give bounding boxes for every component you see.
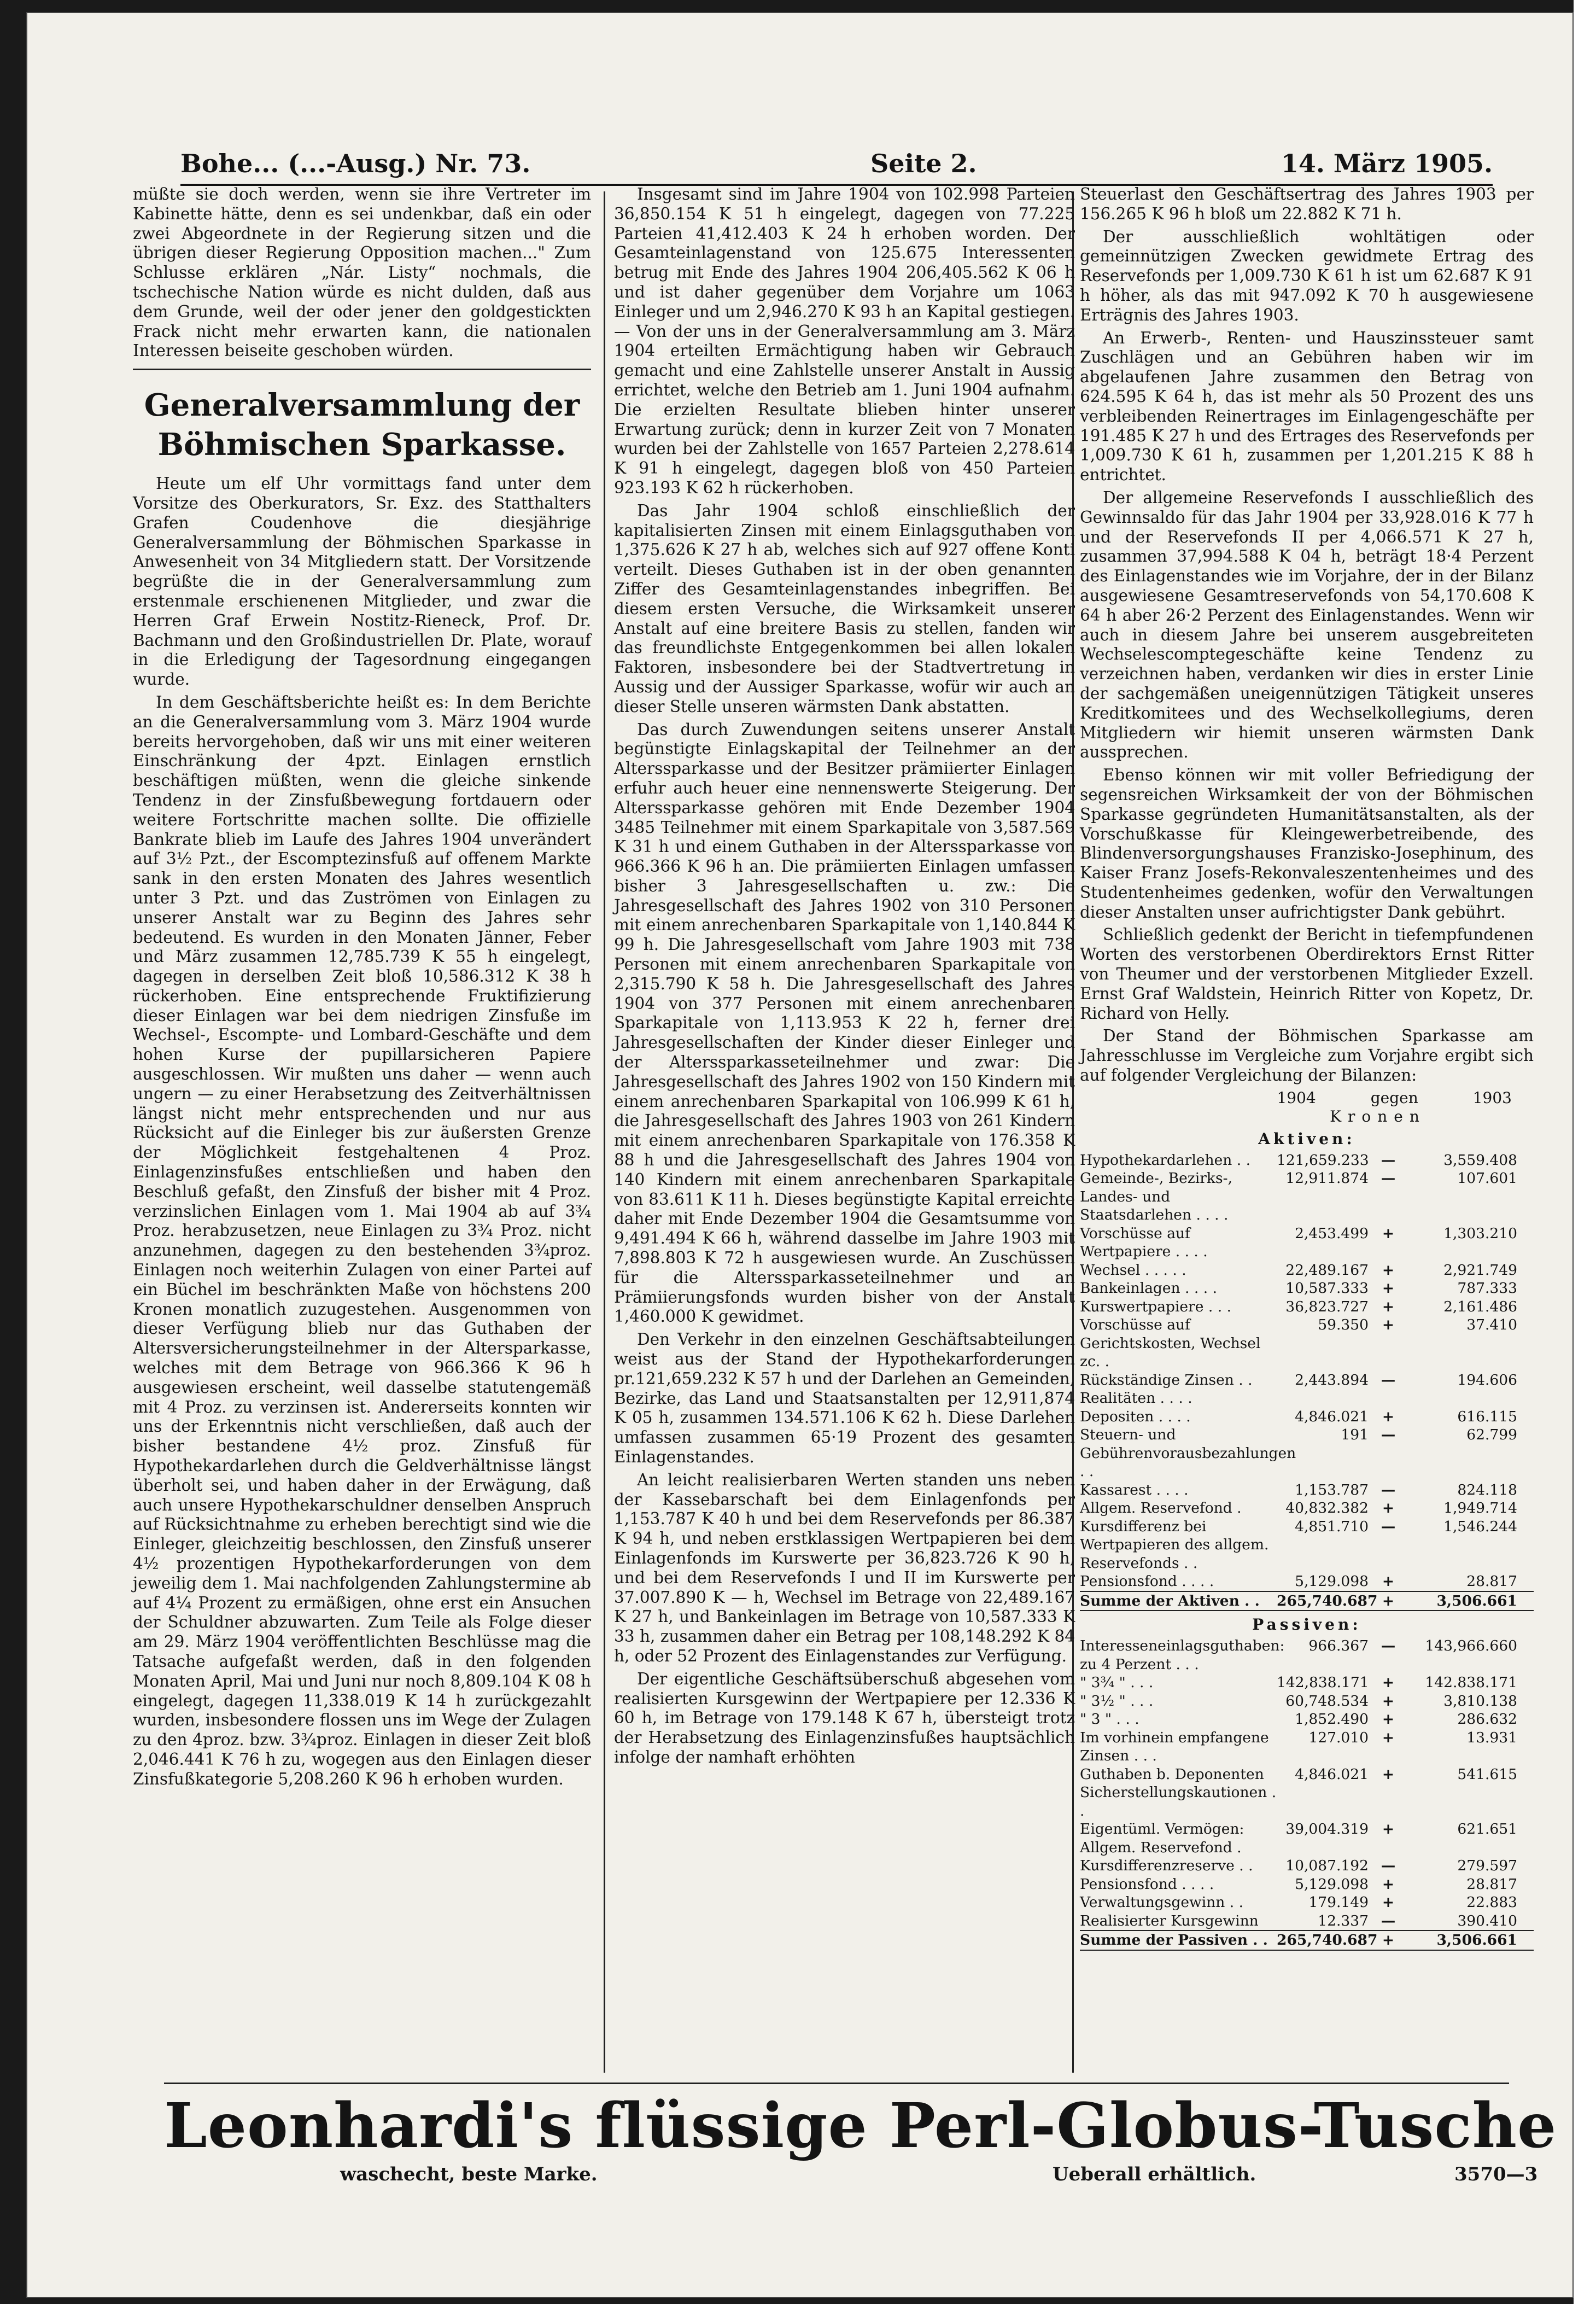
- table-cell-1903: [1408, 1389, 1517, 1408]
- aktiven-rows: [1080, 1151, 1534, 1591]
- table-cell-1904: 265,740.687: [1277, 1932, 1378, 1949]
- table-cell-1904: 60,748.534: [1285, 1692, 1369, 1710]
- advertisement-availability: Ueberall erhältlich.: [1053, 2163, 1256, 2185]
- table-cell-sign: +: [1382, 1765, 1395, 1783]
- article-paragraph: Der Stand der Böhmischen Sparkasse am Jahresschlusse im Vergleiche zum Vorjahre ergibt sich auf folgender Vergleichung der Bilanzen:: [1080, 1026, 1534, 1085]
- aktiven-sum-row: [1080, 1591, 1534, 1612]
- table-cell-1903: 3,810.138: [1443, 1692, 1517, 1710]
- table-cell-1903: 824.118: [1457, 1481, 1517, 1498]
- table-cell-1904: 179.149: [1308, 1894, 1369, 1911]
- table-cell-sign: —: [1381, 1426, 1396, 1444]
- article-paragraph: An leicht realisierbaren Werten standen uns neben der Kassebarschaft bei dem Einlagenfonds per 1,153.787 K 40 h und bei dem Reservefonds per 86.387 K 94 h, und neben erstklassigen Wertpapieren bei dem Einlagenfonds im Kurswerte per 36,823.726 K 90 h, und bei dem Reservefonds I und II im Kurswerte per 37.007.890 K — h, Wechsel im Betrage von 22,489.167 K 27 h, und Bankeinlagen im Betrage von 10,587.333 K 33 h, zusammen daher ein Betrag per 108,148.292 K 84 h, oder 52 Prozent des Einlagenstandes zur Verfügung.: [614, 1470, 1075, 1665]
- table-cell-label: Kursdifferenz bei Wertpapieren des allgem. Reservefonds . .: [1080, 1518, 1269, 1572]
- table-cell-label: Steuern- und Gebührenvorausbezahlungen . .: [1080, 1426, 1296, 1480]
- table-cell-label: Vorschüsse auf Gerichtskosten, Wechsel zc. .: [1080, 1316, 1261, 1370]
- table-cell-1904: 966.367: [1308, 1637, 1369, 1655]
- table-cell-label: Rückständige Zinsen . .: [1080, 1371, 1253, 1389]
- column-divider: [604, 191, 605, 2073]
- table-cell-1903: 3,506.661: [1436, 1592, 1517, 1609]
- table-cell-1904: 22,489.167: [1285, 1261, 1369, 1279]
- table-cell-1904: 59.350: [1318, 1316, 1369, 1334]
- table-cell-1903: 1,303.210: [1443, 1224, 1517, 1242]
- table-cell-label: Eigentüml. Vermögen: Allgem. Reservefond .: [1080, 1821, 1244, 1856]
- page-header: [180, 149, 1493, 187]
- table-cell-label: Pensionsfond . . . .: [1080, 1875, 1214, 1893]
- table-header-row: [1080, 1089, 1534, 1107]
- table-cell-label: Verwaltungsgewinn . .: [1080, 1894, 1243, 1911]
- table-cell-1903: 1,546.244: [1443, 1518, 1517, 1535]
- table-cell-1904: [1277, 1389, 1369, 1408]
- header-date: 14. März 1905.: [1281, 149, 1493, 178]
- table-cell-1903: 37.410: [1466, 1316, 1517, 1334]
- advertisement-title: Leonhardi's flüssige Perl-Globus-Tusche: [164, 2090, 1557, 2162]
- table-cell-1903: 143,966.660: [1425, 1637, 1517, 1655]
- table-row: [1080, 1710, 1534, 1729]
- table-cell-1904: 127.010: [1308, 1729, 1369, 1746]
- table-cell-sign: +: [1382, 1711, 1395, 1728]
- table-col-1904: 1904: [1277, 1088, 1316, 1107]
- article-paragraph: Insgesamt sind im Jahre 1904 von 102.998 Parteien 36,850.154 K 51 h eingelegt, dagegen von 77.225 Parteien 41,412.403 K 24 h erhoben worden. Der Gesamteinlagenstand von 125.675 Interessenten betrug mit Ende des Jahres 1904 206,405.562 K 06 h und ist daher gegenüber dem Vorjahre um 1063 Einleger und um 2,946.270 K 93 h an Kapital gestiegen. — Von der uns in der Generalversammlung am 3. März 1904 erteilten Ermächtigung haben wir Gebrauch gemacht und eine Zahlstelle unserer Anstalt in Aussig errichtet, welche den Betrieb am 1. Juni 1904 aufnahm. Die erzielten Resultate blieben hinter unserer Erwartung zurück; denn in kurzer Zeit von 7 Monaten wurden bei der Zahlstelle von 1657 Parteien 2,278.614 K 91 h eingelegt, dagegen bloß von 450 Parteien 923.193 K 62 h rückerhoben.: [614, 185, 1075, 497]
- advertisement-tagline: waschecht, beste Marke.: [340, 2163, 598, 2185]
- table-cell-label: Realitäten . . . .: [1080, 1390, 1192, 1407]
- table-row: [1080, 1912, 1534, 1930]
- table-cell-label: Hypothekardarlehen . .: [1080, 1151, 1251, 1169]
- table-cell-label: " 3 " . . .: [1080, 1711, 1139, 1728]
- article-paragraph: In dem Geschäftsberichte heißt es: In dem Berichte an die Generalversammlung vom 3. März 1904 wurde bereits hervorgehoben, daß wir uns mit einer weiteren Einschränkung der 4pzt. Einlagen ernstlich beschäftigen müßten, wenn die gleiche sinkende Tendenz in der Zinsfußbewegung fortdauern oder weitere Fortschritte machen sollte. Die offizielle Bankrate blieb im Laufe des Jahres 1904 unverändert auf 3½ Pzt., der Escomptezinsfuß auf offenem Markte sank in den ersten Monaten des Jahres wesentlich unter 3 Pzt. und das Zuströmen von Einlagen zu unserer Anstalt war zu Beginn des Jahres sehr bedeutend. Es wurden in den Monaten Jänner, Feber und März zusammen 12,785.739 K 55 h eingelegt, dagegen in derselben Zeit bloß 10,586.312 K 38 h rückerhoben. Eine entsprechende Fruktifizierung dieser Einlagen war bei dem niedrigen Zinsfuße im Wechsel-, Escompte- und Lombard-Geschäfte und dem hohen Kurse der pupillarsicheren Papiere ausgeschlossen. Wir mußten uns daher — wenn auch ungern — zu einer Herabsetzung des Zeitverhältnissen längst nicht mehr entsprechenden und nur aus Rücksicht auf die Einleger bis zur äußersten Grenze der Möglichkeit festgehaltenen 4 Proz. Einlagenzinsfußes entschließen und haben den Beschluß gefaßt, den Zinsfuß der bisher mit 4 Proz. verzinslichen Einlagen vom 1. Mai 1904 ab auf 3¾ Proz. herabzusetzen, neue Einlagen zu 3¾ Proz. nicht anzunehmen, dagegen zu den bestehenden 3¾proz. Einlagen noch weiterhin Zulagen von einer Partei auf ein Büchel im beschränkten Maße von höchstens 200 Kronen monatlich zuzugestehen. Ausgenommen von dieser Verfügung blieb nur das Guthaben der Altersversicherungsteilnehmer in der Altersparkasse, welches mit dem Betrage von 966.366 K 96 h ausgewiesen erscheint, weil dasselbe statutengemäß mit 4 Proz. zu verzinsen ist. Andererseits konnten wir uns der Erkenntnis nicht verschließen, daß auch der bisher bestandene 4½ proz. Zinsfuß für Hypothekardarlehen durch die Geldverhältnisse längst überholt sei, und haben daher in der Erwägung, daß auch unsere Hypothekarschuldner denselben Anspruch auf Rücksichtnahme zu erheben berechtigt sind wie die Einleger, gleichzeitig beschlossen, den Zinsfuß unserer 4½ prozentigen Hypothekarforderungen von dem jeweilig dem 1. Mai nachfolgenden Zahlungstermine ab auf 4¼ Prozent zu ermäßigen, ohne erst ein Ansuchen der Schuldner abzuwarten. Zum Teile als Folge dieser am 29. März 1904 veröffentlichten Beschlüsse mag die Tatsache aufgefaßt werden, daß in den folgenden Monaten April, Mai und Juni nur noch 8,809.104 K 08 h eingelegt, dagegen 11,338.019 K 14 h zurückgezahlt wurden, insbesondere flossen uns im Wege der Zulagen zu den 4proz. bzw. 3¾proz. Einlagen in dieser Zeit bloß 2,046.441 K 76 h zu, wogegen aus den Einlagen dieser Zinsfußkategorie 5,208.260 K 96 h erhoben wurden.: [133, 692, 591, 1788]
- table-cell-sign: —: [1381, 1637, 1396, 1655]
- table-row: [1080, 1279, 1534, 1298]
- article-paragraph: Das Jahr 1904 schloß einschließlich der kapitalisierten Zinsen mit einem Einlagsguthaben von 1,375.626 K 27 h ab, welches sich auf 927 offene Konti verteilt. Dieses Guthaben ist in der oben genannten Ziffer des Gesamteinlagenstandes inbegriffen. Bei diesem ersten Versuche, die Wirksamkeit unserer Anstalt auf eine breitere Basis zu stellen, fanden wir das freundlichste Entgegenkommen bei allen lokalen Faktoren, insbesondere bei der Stadtvertretung in Aussig und der Aussiger Sparkasse, wofür wir auch an dieser Stelle unseren wärmsten Dank abstatten.: [614, 501, 1075, 716]
- article-paragraph: Heute um elf Uhr vormittags fand unter dem Vorsitze des Oberkurators, Sr. Exz. des Statthalters Grafen Coudenhove die diesjährige Generalversammlung der Böhmischen Sparkasse in Anwesenheit von 34 Mitgliedern statt. Der Vorsitzende begrüßte die in der Generalversammlung zum erstenmale erschienenen Mitglieder, und zwar die Herren Graf Erwein Nostitz-Rieneck, Prof. Dr. Bachmann und den Großindustriellen Dr. Plate, worauf in die Erledigung der Tagesordnung eingegangen wurde.: [133, 474, 591, 689]
- table-cell-label: Kursdifferenzreserve . .: [1080, 1857, 1253, 1875]
- table-cell-sign: —: [1381, 1151, 1396, 1169]
- table-cell-sign: +: [1382, 1261, 1395, 1279]
- table-row: [1080, 1426, 1534, 1481]
- table-cell-sign: +: [1382, 1298, 1395, 1315]
- aktiven-title: Aktiven:: [1258, 1129, 1355, 1148]
- table-cell-1903: 279.597: [1457, 1857, 1517, 1875]
- ad-rule: [164, 2083, 1509, 2084]
- table-cell-label: Wechsel . . . . .: [1080, 1261, 1186, 1279]
- table-row: [1080, 1572, 1534, 1591]
- table-cell-1903: 62.799: [1466, 1426, 1517, 1444]
- article-heading: Generalversammlung der Böhmischen Sparkasse.: [144, 387, 580, 463]
- passiven-rows: [1080, 1637, 1534, 1930]
- table-cell-sign: +: [1382, 1692, 1395, 1710]
- table-cell-sign: +: [1382, 1894, 1395, 1911]
- table-cell-1903: 541.615: [1457, 1765, 1517, 1783]
- table-cell-label: Realisierter Kursgewinn: [1080, 1912, 1259, 1929]
- table-cell-label: Sicherstellungskautionen . .: [1080, 1784, 1277, 1819]
- table-row: [1080, 1673, 1534, 1692]
- table-cell-label: " 3½ " . . .: [1080, 1692, 1154, 1710]
- table-cell-1903: 3,506.661: [1436, 1932, 1517, 1949]
- table-cell-label: " 3¾ " . . .: [1080, 1674, 1154, 1691]
- table-cell-1904: 40,832.382: [1285, 1500, 1369, 1517]
- table-row: [1080, 1169, 1534, 1224]
- advertisement-code: 3570—3: [1454, 2163, 1538, 2185]
- table-cell-label: Vorschüsse auf Wertpapiere . . . .: [1080, 1224, 1208, 1261]
- table-cell-sign: +: [1382, 1280, 1395, 1297]
- table-cell-label: Allgem. Reservefond .: [1080, 1500, 1242, 1517]
- table-cell-1903: 142.838.171: [1425, 1674, 1517, 1691]
- table-cell-label: Summe der Aktiven . .: [1080, 1592, 1260, 1609]
- table-cell-sign: +: [1382, 1674, 1395, 1691]
- table-row: [1080, 1765, 1534, 1784]
- table-cell-1903: 2,921.749: [1443, 1261, 1517, 1279]
- article-paragraph: Der eigentliche Geschäftsüberschuß abgesehen vom realisierten Kursgewinn der Wertpapiere per 12.336 K 60 h, im Betrage von 179.148 K 67 h, übersteigt trotz der Herabsetzung des Einlagenzinsfußes hauptsächlich infolge der namhaft erhöhten: [614, 1669, 1075, 1766]
- article-separator: [133, 369, 591, 370]
- header-edition: Bohe... (...-Ausg.) Nr. 73.: [180, 149, 531, 178]
- table-row: [1080, 1729, 1534, 1765]
- table-cell-sign: +: [1382, 1932, 1395, 1949]
- table-row: [1080, 1893, 1534, 1912]
- article-paragraph: Steuerlast den Geschäftsertrag des Jahres 1903 per 156.265 K 96 h bloß um 22.882 K 71 h.: [1080, 185, 1534, 223]
- article-paragraph: Ebenso können wir mit voller Befriedigung der segensreichen Wirksamkeit der von der Böhmischen Sparkasse gegründeten Humanitätsanstalten, als der Vorschußkasse für Kleingewerbetreibende, des Blindenversorgungshauses Franzisko-Josephinum, des Kaiser Franz Josefs-Rekonvaleszentenheimes und des Studentenheimes gedenken, wofür den Verwaltungen dieser Anstalten unser aufrichtigster Dank gebührt.: [1080, 766, 1534, 921]
- article-paragraph: müßte sie doch werden, wenn sie ihre Vertreter im Kabinette hätte, denn es sei undenkbar, daß ein oder zwei Abgeordnete in der Regierung sitzen und die übrigen dieser Regierung Opposition machen..." Zum Schlusse erklären „Nár. Listy“ nochmals, die tschechische Nation würde es nicht dulden, daß aus dem Grunde, weil der oder jener den goldgestickten Frack nicht mehr erwarten kann, die nationalen Interessen beiseite geschoben würden.: [133, 185, 591, 360]
- table-cell-1904: 1,852.490: [1295, 1711, 1369, 1728]
- table-cell-sign: +: [1382, 1316, 1395, 1334]
- table-cell-label: Kassarest . . . .: [1080, 1481, 1189, 1498]
- table-cell-1904: 142,838.171: [1277, 1674, 1369, 1691]
- table-cell-label: Interesseneinlagsguthaben: zu 4 Perzent . . .: [1080, 1637, 1285, 1673]
- table-col-gegen: gegen: [1370, 1088, 1418, 1107]
- table-row: [1080, 1875, 1534, 1894]
- table-cell-1904: 2,453.499: [1295, 1224, 1369, 1242]
- table-cell-sign: —: [1381, 1857, 1396, 1875]
- table-cell-1904: 2,443.894: [1295, 1371, 1369, 1389]
- table-cell-label: Gemeinde-, Bezirks-, Landes- und Staatsdarlehen . . . .: [1080, 1170, 1232, 1224]
- table-cell-label: Kurswertpapiere . . .: [1080, 1298, 1232, 1315]
- table-cell-sign: —: [1381, 1481, 1396, 1498]
- table-cell-1903: 3,559.408: [1443, 1151, 1517, 1169]
- table-cell-1903: 22.883: [1466, 1894, 1517, 1911]
- table-cell-label: Im vorhinein empfangene Zinsen . . .: [1080, 1729, 1269, 1765]
- table-cell-sign: +: [1382, 1821, 1395, 1838]
- table-cell-label: Depositen . . . .: [1080, 1408, 1191, 1425]
- table-cell-1903: 28.817: [1466, 1875, 1517, 1893]
- article-paragraph: Schließlich gedenkt der Bericht in tiefempfundenen Worten des verstorbenen Oberdirektors Ernst Ritter von Theumer und der verstorbenen Mitglieder Exzell. Ernst Graf Waldstein, Heinrich Ritter von Kopetz, Dr. Richard von Helly.: [1080, 925, 1534, 1023]
- page-border: [1574, 0, 1596, 2304]
- table-row: [1080, 1692, 1534, 1711]
- table-cell-1903: 28.817: [1466, 1573, 1517, 1590]
- table-row: [1080, 1261, 1534, 1280]
- table-row: [1080, 1151, 1534, 1170]
- table-row: [1080, 1857, 1534, 1875]
- table-cell-sign: +: [1382, 1224, 1395, 1242]
- column-3: [1080, 185, 1534, 1951]
- table-cell-sign: [1369, 1783, 1408, 1820]
- table-cell-1903: 194.606: [1457, 1371, 1517, 1389]
- table-cell-sign: —: [1381, 1170, 1396, 1187]
- table-col-1903: 1903: [1472, 1088, 1512, 1107]
- table-cell-1903: 107.601: [1457, 1170, 1517, 1187]
- table-cell-1903: 787.333: [1457, 1280, 1517, 1297]
- table-cell-sign: [1369, 1389, 1408, 1408]
- table-cell-1904: 36,823.727: [1285, 1298, 1369, 1315]
- table-cell-1903: 2,161.486: [1443, 1298, 1517, 1315]
- column-2: [614, 185, 1075, 1771]
- table-row: [1080, 1637, 1534, 1673]
- balance-table: [1080, 1089, 1534, 1951]
- table-row: [1080, 1481, 1534, 1500]
- table-cell-label: Pensionsfond . . . .: [1080, 1573, 1214, 1590]
- table-cell-1904: 265,740.687: [1277, 1592, 1378, 1609]
- article-paragraph: Den Verkehr in den einzelnen Geschäftsabteilungen weist aus der Stand der Hypothekarforderungen pr.121,659.232 K 57 h und der Darlehen an Gemeinden, Bezirke, das Land und Staatsanstalten per 12,911,874 K 05 h, zusammen 134.571.106 K 62 h. Diese Darlehen umfassen zusammen 65·19 Prozent des gesamten Einlagenstandes.: [614, 1330, 1075, 1466]
- table-cell-1904: [1277, 1783, 1369, 1820]
- table-cell-1904: 4,846.021: [1295, 1765, 1369, 1783]
- header-page-number: Seite 2.: [870, 149, 977, 178]
- table-cell-sign: +: [1382, 1573, 1395, 1590]
- table-cell-1903: 390.410: [1457, 1912, 1517, 1929]
- table-cell-1904: 191: [1341, 1426, 1369, 1444]
- table-row: [1080, 1820, 1534, 1857]
- column-1: [133, 185, 591, 1793]
- table-row: [1080, 1389, 1534, 1408]
- table-cell-1904: 10,587.333: [1285, 1280, 1369, 1297]
- table-row: [1080, 1499, 1534, 1518]
- table-cell-1904: 12,911.874: [1285, 1170, 1369, 1187]
- table-cell-sign: —: [1381, 1518, 1396, 1535]
- table-row: [1080, 1316, 1534, 1371]
- table-cell-1904: 39,004.319: [1285, 1821, 1369, 1838]
- table-cell-1903: 13.931: [1466, 1729, 1517, 1746]
- passiven-sum-row: [1080, 1930, 1534, 1951]
- table-cell-sign: +: [1382, 1500, 1395, 1517]
- article-paragraph: An Erwerb-, Renten- und Hauszinssteuer samt Zuschlägen und an Gebühren haben wir im abgelaufenen Jahre zusammen den Betrag von 624.595 K 64 h, das ist mehr als 50 Prozent des uns verbleibenden Reinertrages im Einlagengeschäfte per 191.485 K 27 h und des Ertrages des Reservefonds per 1,009.730 K 61 h, zusammen per 1,201.215 K 88 h entrichtet.: [1080, 328, 1534, 485]
- table-row: [1080, 1371, 1534, 1390]
- table-cell-sign: +: [1382, 1875, 1395, 1893]
- table-row: [1080, 1224, 1534, 1261]
- table-cell-1904: 4,851.710: [1295, 1518, 1369, 1535]
- table-cell-sign: —: [1381, 1371, 1396, 1389]
- table-cell-1904: 10,087.192: [1285, 1857, 1369, 1875]
- table-cell-1904: 12.337: [1318, 1912, 1369, 1929]
- table-cell-1903: 286.632: [1457, 1711, 1517, 1728]
- article-paragraph: Der allgemeine Reservefonds I ausschließlich des Gewinnsaldo für das Jahr 1904 per 33,928.016 K 77 h und der Reservefonds II per 4,066.571 K 27 h, zusammen 37,994.588 K 04 h, beträgt 18·4 Perzent des Einlagenstandes wie im Vorjahre, der in der Bilanz ausgewiesene Gesamtreservefonds von 54,170.608 K 64 h aber 26·2 Perzent des Einlagenstandes. Wenn wir auch in diesem Jahre bei unserem ausgebreiteten Wechselescomptegeschäfte keine Tendenz zu verzeichnen haben, verdanken wir dies in erster Linie der sachgemäßen uneigennützigen Tätigkeit unseres Kreditkomitees und des Wechselkollegiums, deren Mitgliedern wir hiemit unseren wärmsten Dank aussprechen.: [1080, 488, 1534, 762]
- table-cell-sign: —: [1381, 1912, 1396, 1929]
- article-paragraph: Der ausschließlich wohltätigen oder gemeinnützigen Zwecken gewidmete Ertrag des Reservefonds per 1,009.730 K 61 h ist um 62.687 K 91 h höher, als das mit 947.092 K 70 h ausgewiesene Erträgnis des Jahres 1903.: [1080, 227, 1534, 324]
- table-cell-sign: +: [1382, 1592, 1395, 1609]
- table-row: [1080, 1783, 1534, 1820]
- passiven-title: Passiven:: [1252, 1615, 1361, 1634]
- table-cell-1904: 5,129.098: [1295, 1573, 1369, 1590]
- table-cell-sign: +: [1382, 1408, 1395, 1425]
- table-cell-1904: 121,659.233: [1277, 1151, 1369, 1169]
- table-cell-1903: 621.651: [1457, 1821, 1517, 1838]
- table-cell-1904: 4,846.021: [1295, 1408, 1369, 1425]
- table-row: [1080, 1298, 1534, 1316]
- table-unit: Kronen: [1330, 1107, 1426, 1125]
- article-paragraph: Das durch Zuwendungen seitens unserer Anstalt begünstigte Einlagskapital der Teilnehmer an der Alterssparkasse und der Besitzer prämiierter Einlagen erfuhr auch heuer eine nennenswerte Steigerung. Der Alterssparkasse gehören mit Ende Dezember 1904 3485 Teilnehmer mit einem Sparkapitale von 3,587.569 K 31 h und einem Guthaben in der Alterssparkasse von 966.366 K 96 h an. Die prämiierten Einlagen umfassen bisher 3 Jahresgesellschaften u. zw.: Die Jahresgesellschaft des Jahres 1902 von 310 Personen mit einem anrechenbaren Sparkapitale von 1,140.844 K 99 h. Die Jahresgesellschaft vom Jahre 1903 mit 738 Personen mit einem anrechenbaren Sparkapitale von 2,315.790 K 58 h. Die Jahresgesellschaft des Jahres 1904 von 377 Personen mit einem anrechenbaren Sparkapitale von 1,113.953 K 22 h, ferner drei Jahresgesellschaften der Kinder dieser Einleger und der Alterssparkasseteilnehmer und zwar: Die Jahresgesellschaft des Jahres 1902 von 150 Kindern mit einem anrechenbaren Sparkapital von 106.999 K 61 h, die Jahresgesellschaft des Jahres 1903 von 261 Kindern mit einem anrechenbaren Sparkapitale von 176.358 K 88 h und die Jahresgesellschaft des Jahres 1904 von 140 Kindern mit einem anrechenbaren Sparkapitale von 83.611 K 11 h. Dieses begünstigte Kapital erreichte daher mit Ende Dezember 1904 die Gesamtsumme von 9,491.494 K 66 h, während dasselbe im Jahre 1903 mit 7,898.803 K 72 h ausgewiesen wurde. An Zuschüssen für die Alterssparkasseteilnehmer und an Prämiierungsfonds wurden bisher von der Anstalt 1,460.000 K gewidmet.: [614, 720, 1075, 1326]
- table-cell-1904: 1,153.787: [1295, 1481, 1369, 1498]
- table-cell-sign: +: [1382, 1729, 1395, 1746]
- table-cell-label: Summe der Passiven . .: [1080, 1932, 1268, 1949]
- table-row: [1080, 1518, 1534, 1573]
- table-cell-1903: 616.115: [1457, 1408, 1517, 1425]
- table-row: [1080, 1408, 1534, 1426]
- table-cell-1903: 1,949.714: [1443, 1500, 1517, 1517]
- table-cell-1903: [1408, 1783, 1517, 1820]
- table-cell-label: Bankeinlagen . . . .: [1080, 1280, 1217, 1297]
- table-cell-1904: 5,129.098: [1295, 1875, 1369, 1893]
- table-cell-label: Guthaben b. Deponenten: [1080, 1765, 1264, 1783]
